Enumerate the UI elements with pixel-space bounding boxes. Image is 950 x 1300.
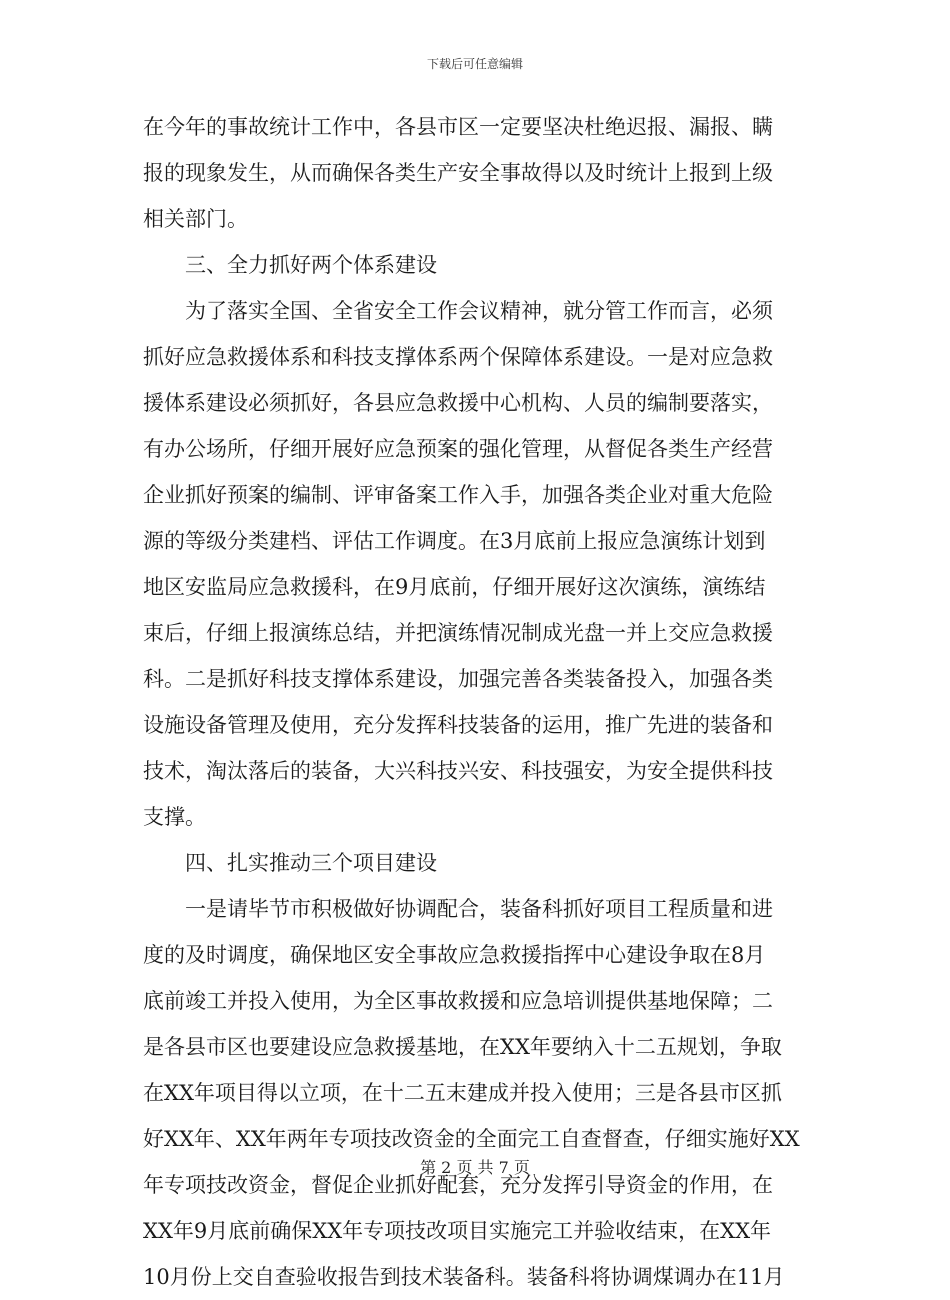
text-line: 援体系建设必须抓好，各县应急救援中心机构、人员的编制要落实， bbox=[143, 391, 773, 415]
text-line: 抓好应急救援体系和科技支撑体系两个保障体系建设。一是对应急救 bbox=[143, 345, 773, 369]
text-line: 在今年的事故统计工作中，各县市区一定要坚决杜绝迟报、漏报、瞒 bbox=[143, 115, 773, 139]
text-line: 度的及时调度，确保地区安全事故应急救援指挥中心建设争取在8月 bbox=[143, 943, 766, 967]
text-line: 报的现象发生，从而确保各类生产安全事故得以及时统计上报到上级 bbox=[143, 161, 773, 185]
text-line: 年专项技改资金，督促企业抓好配套，充分发挥引导资金的作用，在 bbox=[143, 1173, 773, 1197]
text-line: 相关部门。 bbox=[143, 207, 248, 231]
section-heading: 三、全力抓好两个体系建设 bbox=[143, 253, 437, 277]
text-line: 一是请毕节市积极做好协调配合，装备科抓好项目工程质量和进 bbox=[143, 897, 773, 921]
page-number-footer: 第 2 页 共 7 页 bbox=[420, 1158, 530, 1177]
text-line: 为了落实全国、全省安全工作会议精神，就分管工作而言，必须 bbox=[143, 299, 773, 323]
text-line: XX年9月底前确保XX年专项技改项目实施完工并验收结束，在XX年 bbox=[143, 1219, 772, 1243]
document-body bbox=[143, 104, 807, 1300]
section-heading: 四、扎实推动三个项目建设 bbox=[143, 851, 437, 875]
text-line: 束后，仔细上报演练总结，并把演练情况制成光盘一并上交应急救援 bbox=[143, 621, 773, 645]
text-line: 底前竣工并投入使用，为全区事故救援和应急培训提供基地保障；二 bbox=[143, 989, 773, 1013]
text-line: 有办公场所，仔细开展好应急预案的强化管理，从督促各类生产经营 bbox=[143, 437, 773, 461]
text-line: 在XX年项目得以立项，在十二五末建成并投入使用；三是各县市区抓 bbox=[143, 1081, 782, 1105]
page-header: 下载后可任意编辑 bbox=[426, 57, 523, 71]
text-line: 支撑。 bbox=[143, 805, 206, 829]
text-line: 设施设备管理及使用，充分发挥科技装备的运用，推广先进的装备和 bbox=[143, 713, 773, 737]
text-line: 技术，淘汰落后的装备，大兴科技兴安、科技强安，为安全提供科技 bbox=[143, 759, 773, 783]
text-line: 科。二是抓好科技支撑体系建设，加强完善各类装备投入，加强各类 bbox=[143, 667, 773, 691]
text-line: 是各县市区也要建设应急救援基地，在XX年要纳入十二五规划，争取 bbox=[143, 1035, 782, 1059]
text-line: 10月份上交自查验收报告到技术装备科。装备科将协调煤调办在11月 bbox=[143, 1265, 785, 1289]
text-line: 企业抓好预案的编制、评审备案工作入手，加强各类企业对重大危险 bbox=[143, 483, 773, 507]
text-line: 好XX年、XX年两年专项技改资金的全面完工自查督查，仔细实施好XX bbox=[143, 1127, 800, 1151]
text-line: 地区安监局应急救援科，在9月底前，仔细开展好这次演练，演练结 bbox=[143, 575, 766, 599]
text-line: 源的等级分类建档、评估工作调度。在3月底前上报应急演练计划到 bbox=[143, 529, 766, 553]
